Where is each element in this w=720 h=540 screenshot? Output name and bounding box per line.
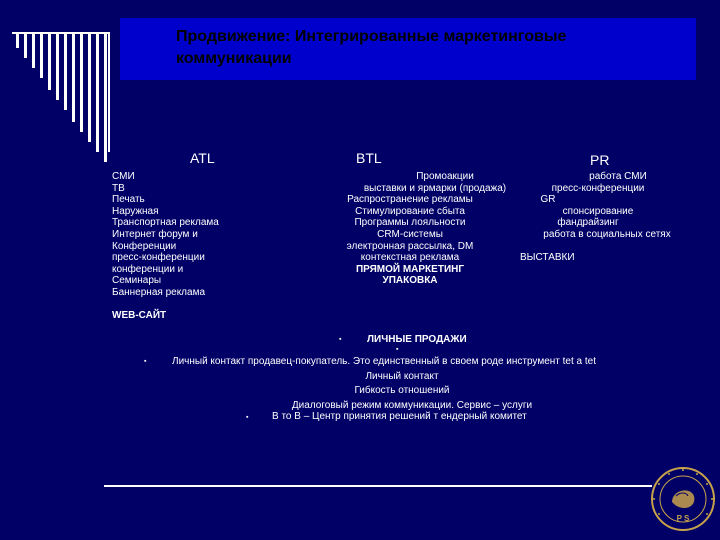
list-item: ТВ — [112, 182, 125, 194]
list-item: контекстная реклама — [360, 252, 460, 264]
btl-heading: BTL — [356, 150, 382, 166]
pr-list — [508, 171, 688, 241]
title-line-2: коммуникации — [176, 50, 292, 67]
list-item: GR — [540, 194, 556, 206]
pr-exhibitions: ВЫСТАВКИ — [520, 252, 575, 263]
list-item: Печать — [112, 194, 145, 206]
list-item: Распространение рекламы — [347, 194, 473, 206]
atl-heading: ATL — [190, 150, 215, 166]
web-site-label: WEB-САЙТ — [112, 310, 167, 321]
list-item: Баннерная реклама — [112, 286, 206, 298]
left-frame-line — [108, 32, 110, 152]
list-item: электронная рассылка, DM — [346, 240, 474, 252]
list-item: СМИ — [112, 171, 135, 182]
bullet-icon: ▪ — [339, 336, 342, 343]
list-item: Стимулирование сбыта — [355, 205, 465, 217]
btl-list — [300, 171, 520, 287]
bullet-icon: ▪ — [144, 358, 147, 365]
list-item: Промоакции — [416, 171, 474, 182]
list-item: выставки и ярмарки (продажа) — [363, 182, 507, 194]
personal-sales-line-5: В то В – Центр принятия решений т ендерный комитет — [272, 411, 527, 422]
list-item: конференции и — [112, 263, 184, 275]
title-line-1: Продвижение: Интегрированные маркетинговые — [176, 28, 567, 45]
top-frame-line — [12, 32, 108, 34]
footer-rule — [104, 485, 652, 487]
atl-list — [112, 171, 219, 299]
list-item: Семинары — [112, 275, 162, 287]
slide-title — [176, 26, 686, 70]
list-item: работа в социальных сетях — [543, 228, 671, 240]
list-item: CRM-системы — [377, 228, 443, 240]
personal-sales-line-1: Личный контакт продавец-покупатель. Это единственный в своем роде инструмент tet a tet — [172, 356, 596, 367]
personal-sales-line-2: Личный контакт — [365, 371, 439, 382]
list-item: Транспортная реклама — [112, 217, 219, 229]
logo-letters: P S — [676, 514, 690, 523]
bullet-icon: ▪ — [246, 414, 249, 421]
list-item: Наружная — [112, 205, 159, 217]
list-item: пресс-конференции — [551, 182, 645, 194]
list-item: Интернет форум и — [112, 228, 198, 240]
list-item: спонсирование — [562, 205, 634, 217]
list-item: фандрайзинг — [557, 217, 619, 229]
bullet-icon: ▪ — [396, 346, 399, 353]
personal-sales-line-3: Гибкость отношений — [354, 385, 450, 396]
list-item-bold: УПАКОВКА — [382, 275, 438, 287]
personal-sales-line-4: Диалоговый режим коммуникации. Сервис – услуги — [291, 400, 533, 411]
list-item: пресс-конференции — [112, 252, 205, 264]
personal-sales-heading: ЛИЧНЫЕ ПРОДАЖИ — [367, 334, 467, 345]
list-item-bold: ПРЯМОЙ МАРКЕТИНГ — [355, 263, 465, 275]
list-item: работа СМИ — [589, 171, 647, 182]
list-item: Программы лояльности — [354, 217, 466, 229]
pr-heading: PR — [590, 152, 610, 168]
university-seal-logo — [650, 466, 716, 532]
list-item: Конференции — [112, 240, 177, 252]
